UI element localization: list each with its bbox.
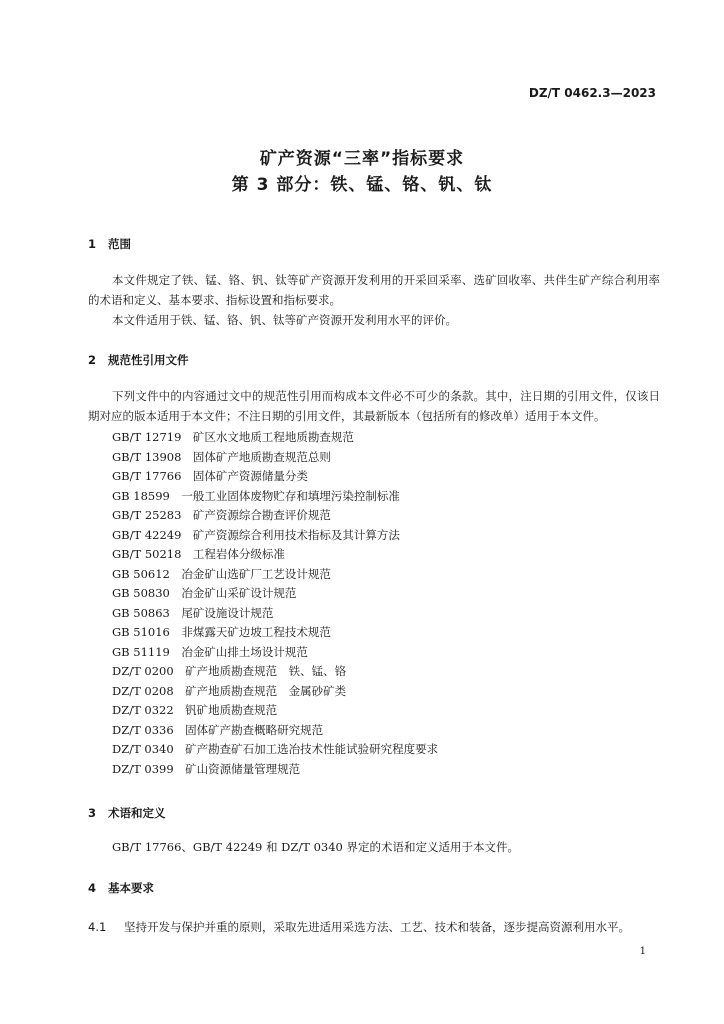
reference-item: GB 51119 冶金矿山排土场设计规范 [112, 644, 308, 659]
reference-item: DZ/T 0399 矿山资源储量管理规范 [112, 761, 301, 776]
reference-item: DZ/T 0200 矿产地质勘查规范 铁、锰、铬 [112, 664, 347, 678]
section-number: 4 [88, 881, 97, 895]
scope-paragraph-1: 本文件规定了铁、锰、铬、钒、钛等矿产资源开发利用的开采回采率、选矿回收率、共伴生矿产综合利用率的术语和定义、基本要求、指标设置和指标要求。 [88, 273, 660, 307]
reference-item: DZ/T 0322 钒矿地质勘查规范 [112, 703, 278, 717]
reference-item: GB/T 50218 工程岩体分级标准 [112, 547, 285, 561]
reference-item: GB/T 25283 矿产资源综合勘查评价规范 [112, 508, 331, 522]
reference-item: GB 50612 冶金矿山选矿厂工艺设计规范 [112, 566, 331, 581]
section-number: 1 [88, 237, 97, 251]
title-line-1: 矿产资源“三率”指标要求 [259, 149, 465, 169]
section-title: 术语和定义 [108, 806, 166, 820]
reference-item: GB 50863 尾矿设施设计规范 [112, 605, 274, 620]
reference-item: GB/T 12719 矿区水文地质工程地质勘查规范 [112, 430, 354, 444]
reference-item: GB 18599 一般工业固体废物贮存和填埋污染控制标准 [112, 488, 400, 503]
reference-item: GB 50830 冶金矿山采矿设计规范 [112, 586, 297, 600]
reference-list [112, 428, 438, 779]
terms-paragraph: GB/T 17766、GB/T 42249 和 DZ/T 0340 界定的术语和定义适用于本文件。 [112, 840, 519, 854]
clause-number: 4.1 [88, 920, 107, 934]
section-4-heading [88, 880, 154, 896]
section-number: 3 [88, 806, 97, 820]
section-title: 范围 [108, 237, 131, 251]
reference-item: DZ/T 0336 固体矿产勘查概略研究规范 [112, 722, 324, 737]
section-title: 基本要求 [108, 881, 154, 895]
page-number: 1 [639, 946, 646, 957]
document-title [0, 146, 724, 198]
references-intro: 下列文件中的内容通过文中的规范性引用而构成本文件必不可少的条款。其中，注日期的引用文件，仅该日期对应的版本适用于本文件；不注日期的引用文件，其最新版本（包括所有的修改单）适用于本文件。 [88, 389, 660, 423]
reference-item: GB 51016 非煤露天矿边坡工程技术规范 [112, 625, 331, 639]
clause-text: 坚持开发与保护并重的原则，采取先进适用采选方法、工艺、技术和装备，逐步提高资源利用水平。 [124, 920, 630, 934]
reference-item: GB/T 42249 矿产资源综合利用技术指标及其计算方法 [112, 527, 400, 542]
section-title: 规范性引用文件 [108, 353, 189, 367]
clause-4-1 [88, 919, 630, 935]
section-number: 2 [88, 353, 97, 367]
reference-item: DZ/T 0208 矿产地质勘查规范 金属砂矿类 [112, 683, 347, 698]
reference-item: GB/T 17766 固体矿产资源储量分类 [112, 469, 308, 483]
section-2-heading [88, 352, 189, 368]
reference-item: GB/T 13908 固体矿产地质勘查规范总则 [112, 449, 331, 464]
section-1-heading [88, 236, 131, 252]
section-3-heading [88, 805, 166, 821]
scope-paragraph-2: 本文件适用于铁、锰、铬、钒、钛等矿产资源开发利用水平的评价。 [112, 313, 457, 327]
title-line-2: 第 3 部分：铁、锰、铬、钒、钛 [231, 175, 493, 195]
reference-item: DZ/T 0340 矿产勘查矿石加工选冶技术性能试验研究程度要求 [112, 742, 439, 756]
standard-code: DZ/T 0462.3—2023 [528, 86, 656, 100]
